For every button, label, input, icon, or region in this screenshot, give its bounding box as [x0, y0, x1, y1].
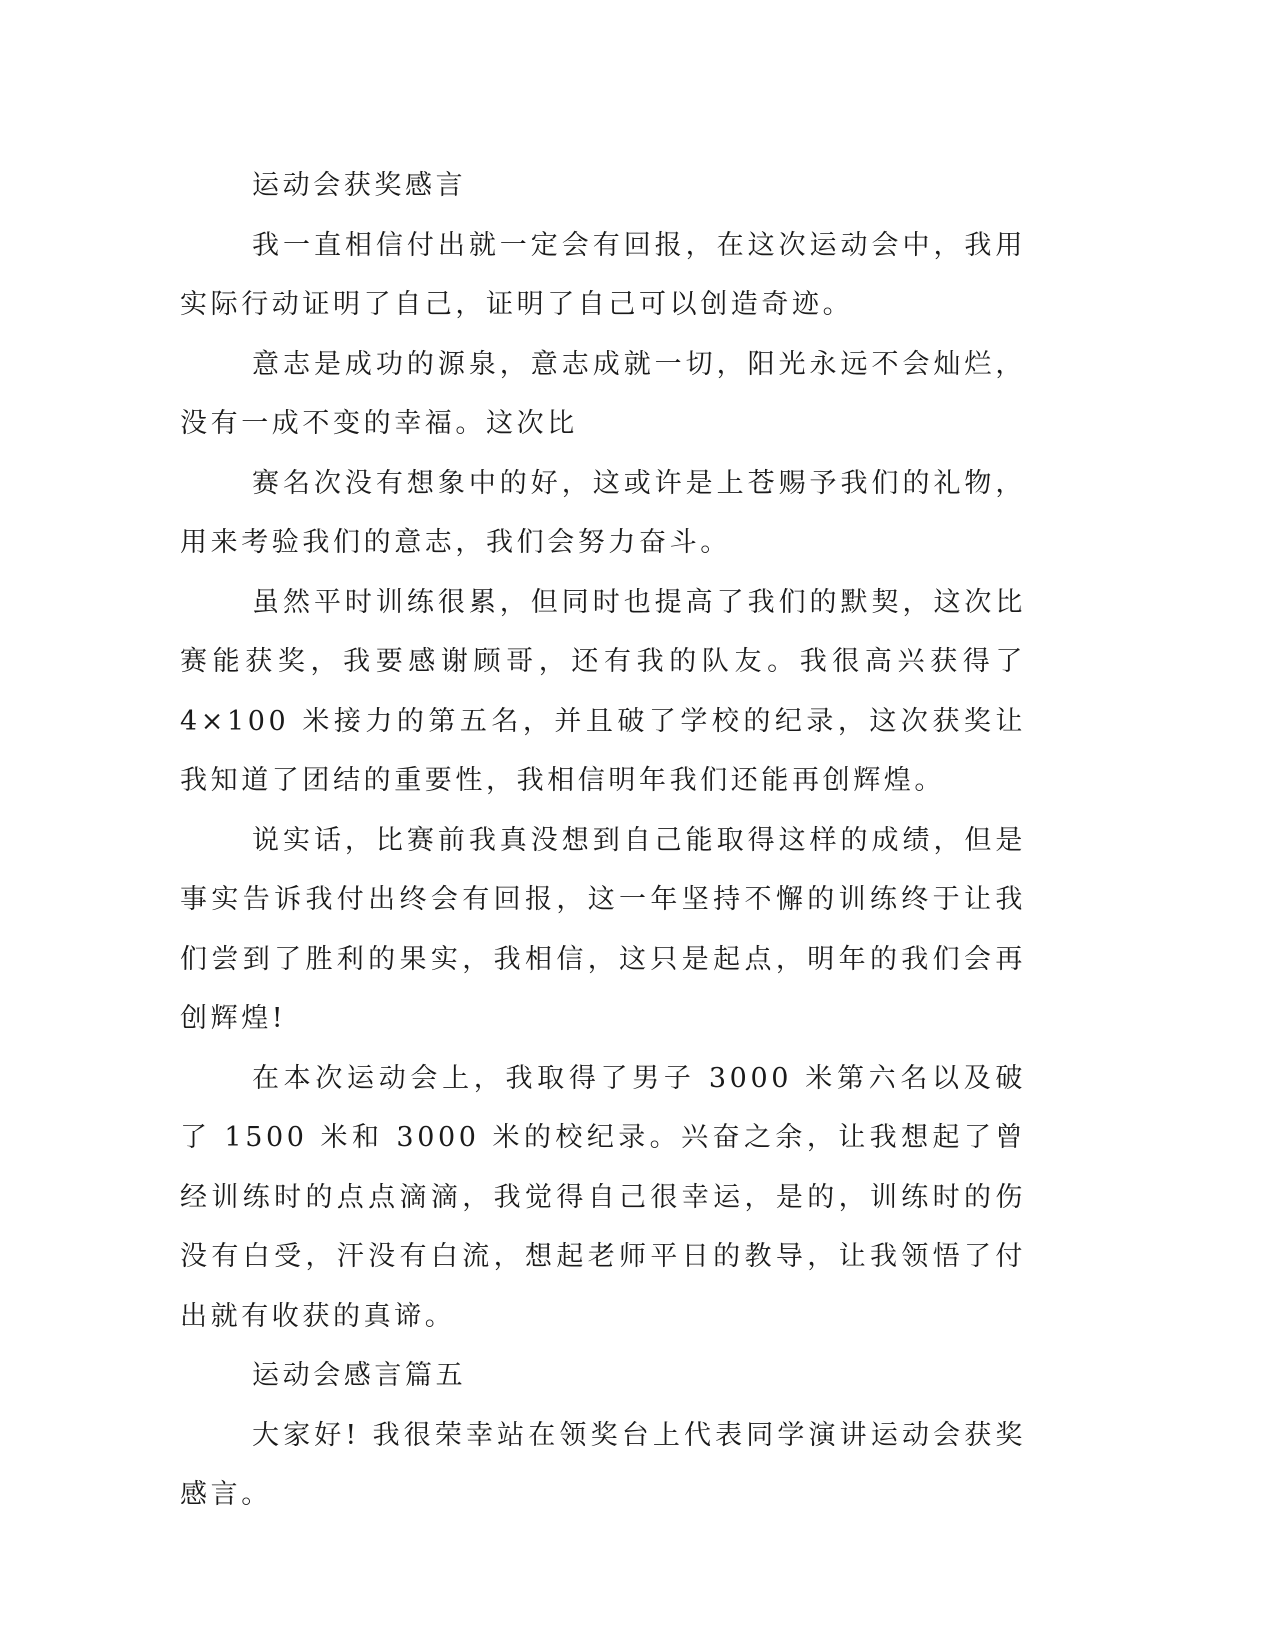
paragraph-5: 说实话，比赛前我真没想到自己能取得这样的成绩，但是事实告诉我付出终会有回报，这一年坚持不懈的训练终于让我们尝到了胜利的果实，我相信，这只是起点，明年的我们会再创辉煌! — [180, 824, 1026, 1034]
document-heading: 运动会获奖感言 — [252, 170, 467, 201]
paragraph-2: 意志是成功的源泉，意志成就一切，阳光永远不会灿烂，没有一成不变的幸福。这次比 — [180, 348, 1026, 439]
paragraph-1: 我一直相信付出就一定会有回报，在这次运动会中，我用实际行动证明了自己，证明了自己可以创造奇迹。 — [180, 229, 1026, 320]
paragraph-4: 虽然平时训练很累，但同时也提高了我们的默契，这次比赛能获奖，我要感谢顾哥，还有我的队友。我很高兴获得了 4×100 米接力的第五名，并且破了学校的纪录，这次获奖让我知道了团结的重要性，我相信明年我们还能再创辉煌。 — [180, 586, 1026, 796]
document-page — [180, 156, 1026, 1525]
paragraph-3: 赛名次没有想象中的好，这或许是上苍赐予我们的礼物，用来考验我们的意志，我们会努力奋斗。 — [180, 467, 1026, 558]
section-heading: 运动会感言篇五 — [252, 1360, 467, 1391]
closing-paragraph: 大家好! 我很荣幸站在领奖台上代表同学演讲运动会获奖感言。 — [180, 1419, 1026, 1510]
paragraph-6: 在本次运动会上，我取得了男子 3000 米第六名以及破了 1500 米和 3000 米的校纪录。兴奋之余，让我想起了曾经训练时的点点滴滴，我觉得自己很幸运，是的，训练时的伤没有白受，汗没有白流，想起老师平日的教导，让我领悟了付出就有收获的真谛。 — [180, 1062, 1026, 1332]
